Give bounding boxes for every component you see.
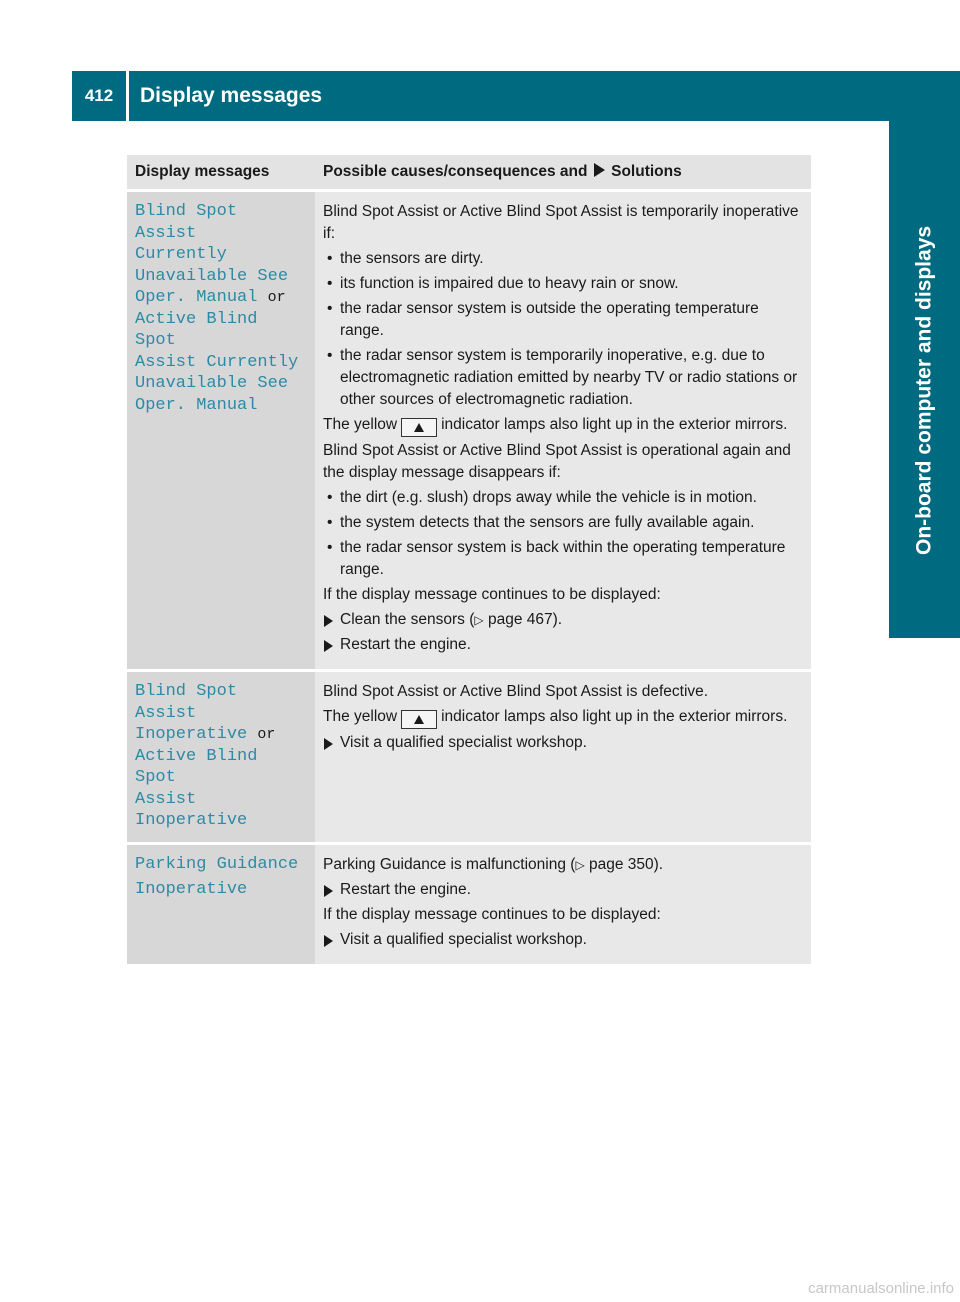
- page-title: Display messages: [140, 84, 323, 107]
- operational-intro: Blind Spot Assist or Active Blind Spot Assist is operational again and the display message disappears if:: [323, 442, 791, 481]
- page-reference-link[interactable]: page 467: [487, 611, 553, 628]
- action-step: Visit a qualified specialist workshop.: [323, 929, 803, 951]
- display-message: Blind Spot Assist Currently Unavailable See Oper. Manual or Active Blind Spot Assist Currently Unavailable See Oper. Manual: [135, 202, 299, 415]
- warning-triangle-icon: [401, 710, 437, 729]
- cause-list: [323, 248, 803, 411]
- cause-intro: Blind Spot Assist or Active Blind Spot Assist is defective.: [323, 683, 709, 700]
- warning-triangle-icon: [401, 418, 437, 437]
- list-item: • the sensors are dirty.: [323, 248, 803, 270]
- display-messages-table: [127, 155, 811, 967]
- footer-watermark: carmanualsonline.info: [808, 1280, 954, 1297]
- solution-cell: [315, 843, 811, 965]
- table-header-row: [127, 155, 811, 191]
- action-step: Restart the engine.: [323, 634, 803, 656]
- list-item: • the system detects that the sensors are fully available again.: [323, 512, 803, 534]
- arrow-right-icon: [324, 738, 333, 750]
- message-cell: [127, 843, 315, 965]
- indicator-note: The yellow indicator lamps also light up in the exterior mirrors.: [323, 414, 803, 437]
- solution-cell: [315, 671, 811, 844]
- continued-note: If the display message continues to be displayed:: [323, 586, 661, 603]
- operational-list: [323, 487, 803, 581]
- arrow-right-icon: [324, 885, 333, 897]
- or-label: or: [257, 726, 276, 743]
- col-header-solutions-suffix: Solutions: [611, 163, 682, 180]
- header-divider: [126, 71, 129, 121]
- section-tab-label: On-board computer and displays: [912, 226, 936, 556]
- display-message: Parking Guidance Inoperative: [135, 854, 299, 899]
- page-reference-link[interactable]: page 350: [588, 855, 654, 873]
- table-row: [127, 671, 811, 844]
- list-item: • the radar sensor system is temporarily inoperative, e.g. due to electromagnetic radiation emitted by nearby TV or radio stations or other sources of electromagnetic radiation.: [323, 345, 803, 411]
- arrow-right-icon: [324, 640, 333, 652]
- list-item: • the dirt (e.g. slush) drops away while the vehicle is in motion.: [323, 487, 803, 509]
- col-header-solutions: [315, 155, 811, 191]
- col-header-messages: Display messages: [127, 155, 315, 191]
- solution-cell: [315, 191, 811, 671]
- action-step: Restart the engine.: [323, 879, 803, 901]
- list-item: • the radar sensor system is outside the operating temperature range.: [323, 298, 803, 342]
- list-item: • its function is impaired due to heavy rain or snow.: [323, 273, 803, 295]
- or-label: or: [267, 289, 286, 306]
- col-header-solutions-prefix: Possible causes/consequences and: [323, 163, 588, 180]
- cause-intro: Parking Guidance is malfunctioning (▷ page 350).: [323, 855, 664, 873]
- message-cell: [127, 191, 315, 671]
- arrow-right-icon: [324, 615, 333, 627]
- section-tab-label-wrap: [889, 71, 960, 638]
- continued-note: If the display message continues to be displayed:: [323, 905, 661, 923]
- message-cell: [127, 671, 315, 844]
- arrow-right-icon: [594, 163, 605, 177]
- page-ref-icon: ▷: [575, 857, 585, 872]
- display-message: Blind Spot Assist Inoperative or Active Blind Spot Assist Inoperative: [135, 682, 276, 830]
- table-row: [127, 843, 811, 965]
- action-step: Visit a qualified specialist workshop.: [323, 732, 803, 754]
- page-ref-icon: ▷: [474, 613, 484, 627]
- list-item: • the radar sensor system is back within the operating temperature range.: [323, 537, 803, 581]
- arrow-right-icon: [324, 935, 333, 947]
- table-row: [127, 191, 811, 671]
- page-number: 412: [84, 86, 114, 105]
- indicator-note: The yellow indicator lamps also light up in the exterior mirrors.: [323, 706, 803, 729]
- action-step: Clean the sensors (▷ page 467).: [323, 609, 803, 631]
- cause-intro: Blind Spot Assist or Active Blind Spot Assist is temporarily inoperative if:: [323, 203, 799, 242]
